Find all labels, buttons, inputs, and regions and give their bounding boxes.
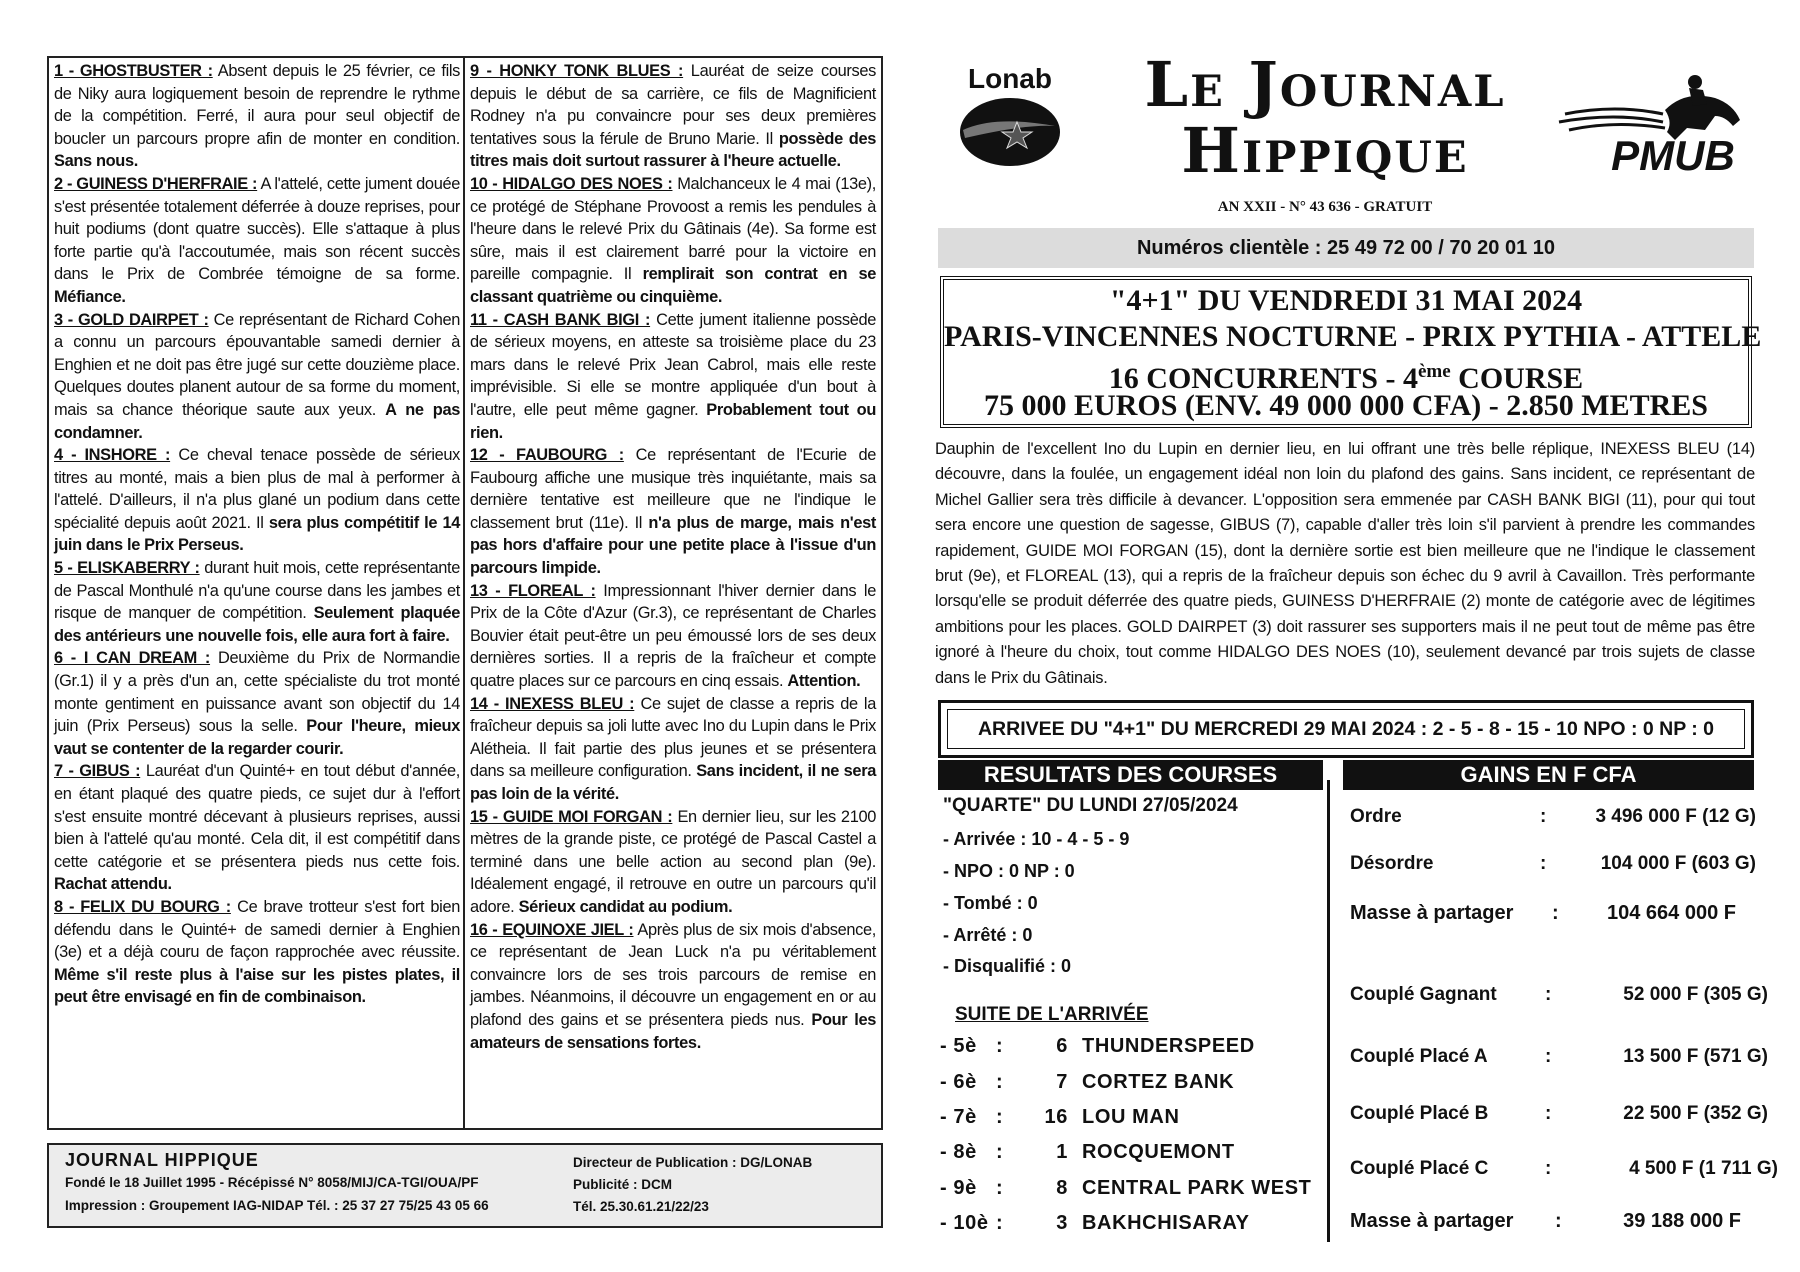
pmub-logo — [1555, 70, 1755, 180]
suite-sep: : — [996, 1177, 1004, 1199]
horse-verdict: Sans incident, il ne sera pas loin de la vérité. — [470, 762, 876, 803]
suite-sep: : — [996, 1071, 1004, 1093]
comments-column-1 — [54, 60, 460, 1009]
lonab-label: Lonab — [968, 63, 1052, 94]
column-divider — [463, 58, 465, 1128]
horse-name: 13 - FLOREAL : — [470, 581, 596, 600]
horse-comment — [54, 647, 460, 760]
gain-label: Masse à partager — [1350, 902, 1514, 924]
journal-title-line2: Hippique — [1181, 114, 1469, 187]
suite-rank: - 7è — [940, 1106, 977, 1128]
gain-sep: : — [1545, 1103, 1552, 1124]
suite-rank: - 9è — [940, 1177, 977, 1199]
horse-comment — [54, 760, 460, 896]
horse-name: 8 - FELIX DU BOURG : — [54, 897, 231, 916]
suite-sep: : — [996, 1106, 1004, 1128]
lonab-logo — [955, 60, 1065, 170]
result-disqualifie: - Disqualifié : 0 — [943, 956, 1072, 976]
gain-label: Couplé Placé A — [1350, 1046, 1488, 1067]
horse-text: A l'attelé, cette jument douée s'est présentée totalement déferrée à douze reprises, pour huit podiums (dont quatre succès). Elle s'attaque à plus forte partie qu'à l'accoutumée, mais son récent succès dans le Prix de Combrée témoigne de sa forme. — [54, 174, 460, 284]
suite-rank: - 6è — [940, 1071, 977, 1093]
gain-label: Couplé Placé B — [1350, 1103, 1489, 1124]
horse-name: 9 - HONKY TONK BLUES : — [470, 62, 684, 80]
horse-name: 3 - GOLD DAIRPET : — [54, 310, 209, 329]
gain-sep: : — [1552, 902, 1559, 924]
pmub-label: PMUB — [1611, 132, 1735, 179]
suite-num: 16 — [1044, 1106, 1068, 1128]
horse-text: Impressionnant l'hiver dernier dans le Prix de la Côte d'Azur (Gr.3), ce représentant de Charles Bouvier était peut-être un peu émoussé lors de ses deux dernières sorties. Il a repris de la fraîcheur et compte quatre places sur ce parcours en cinq essais. — [470, 581, 876, 691]
horse-comment — [470, 806, 876, 919]
gain-label: Couplé Gagnant — [1350, 984, 1497, 1005]
race-date-line: "4+1" DU VENDREDI 31 MAI 2024 — [1109, 284, 1583, 317]
footer-title: JOURNAL HIPPIQUE — [65, 1150, 259, 1170]
horse-text: Malchanceux le 4 mai (13e), ce protégé de Stéphane Provoost a remis les pendules à l'heure dans le relevé Prix du Gâtinais (4e). Sa forme est sûre, mais il est clairement barré pour la victoire en pareille compagnie. Il — [470, 174, 876, 284]
result-tombe: - Tombé : 0 — [943, 893, 1038, 913]
horse-verdict: Sérieux candidat au podium. — [518, 897, 733, 916]
race-prize-line: 75 000 EUROS (ENV. 49 000 000 CFA) - 2.850 METRES — [984, 389, 1708, 422]
horse-comment — [54, 309, 460, 445]
horse-verdict: n'a plus de marge, mais n'est pas hors d'affaire pour une petite place à l'issue d'un parcours limpide. — [470, 513, 876, 578]
horse-name: 2 - GUINESS D'HERFRAIE : — [54, 174, 258, 193]
suite-horse: THUNDERSPEED — [1082, 1035, 1255, 1057]
horse-comment — [470, 693, 876, 806]
horse-verdict: possède des titres mais doit surtout rassurer à l'heure actuelle. — [470, 129, 876, 171]
gain-sep: : — [1555, 1210, 1562, 1232]
gain-row-masse-1 — [1350, 902, 1736, 925]
horse-text: Absent depuis le 25 février, ce fils de Niky aura logiquement besoin de reprendre le rythme de la compétition. Ferré, il aura pour seul objectif de boucler un parcours propre afin de monter en condition. — [54, 62, 460, 148]
horse-verdict: sera plus compétitif le 14 juin dans le Prix Perseus. — [54, 513, 460, 555]
gain-value: 104 000 F (603 G) — [1600, 853, 1756, 874]
suite-sep: : — [996, 1035, 1004, 1057]
gain-value: 52 000 F (305 G) — [1623, 984, 1768, 1005]
horse-verdict: Attention. — [787, 672, 861, 691]
suite-title: SUITE DE L'ARRIVÉE — [955, 1004, 1149, 1025]
suite-row — [940, 1071, 1234, 1094]
horse-name: 11 - CASH BANK BIGI : — [470, 310, 651, 329]
horse-verdict: A ne pas condamner. — [54, 400, 460, 442]
gain-sep: : — [1545, 1158, 1552, 1179]
gain-sep: : — [1545, 1046, 1552, 1067]
result-npo: - NPO : 0 NP : 0 — [943, 861, 1075, 881]
horse-comment — [470, 60, 876, 173]
gain-row-couple-place-a — [1350, 1046, 1768, 1068]
gain-row-couple-gagnant — [1350, 984, 1768, 1006]
suite-row — [940, 1141, 1235, 1164]
suite-row — [940, 1035, 1255, 1058]
horse-text: En dernier lieu, sur les 2100 mètres de la grande piste, ce protégé de Pascal Castel a terminé dans une belle action au second plan (9e). Idéalement engagé, il retrouve en outre un parcours qu'il adore. — [470, 807, 876, 916]
gain-value: 13 500 F (571 G) — [1623, 1046, 1768, 1067]
horse-verdict: Sans nous. — [54, 152, 138, 171]
pronostic-text: Dauphin de l'excellent Ino du Lupin en dernier lieu, en lui offrant une très belle réplique, INEXESS BLEU (14) découvre, dans la foulée, un engagement idéal non loin du plafond des gains. Sans incident, ce représentant de Michel Gallier sera très difficile à devancer. L'opposition sera emmenée par CASH BANK BIGI (11), pour qui tout sera encore une question de sagesse, GIBUS (7), capable d'aller très loin s'il parvient à prendre les commandes rapidement, GUIDE MOI FORGAN (15), dont la dernière sortie est bien meilleure que ne l'indique le classement brut (9e), et FLOREAL (13), qui a repris de la fraîcheur depuis son échec du 9 avril à Cavaillon. Très performante lorsqu'elle se produit déferrée des quatre pieds, GUINESS D'HERFRAIE (2) monte de catégorie avec de légitimes ambitions pour les places. GOLD DAIRPET (3) doit rassurer ses supporters mais il ne peut tout de même pas être ignoré à l'heure du choix, tout comme HIDALGO DES NOES (10), seulement devancé par trois sujets de classe dans le Prix du Gâtinais. — [935, 440, 1755, 687]
horse-verdict: Pour les amateurs de sensations fortes. — [470, 1010, 876, 1052]
gain-sep: : — [1545, 984, 1552, 1005]
gain-row-couple-place-c — [1350, 1158, 1778, 1180]
suite-horse: ROCQUEMONT — [1082, 1141, 1235, 1163]
gain-value: 104 664 000 F — [1607, 902, 1736, 924]
suite-num: 6 — [1056, 1035, 1068, 1057]
horse-comment — [470, 173, 876, 309]
suite-horse: CENTRAL PARK WEST — [1082, 1177, 1312, 1199]
race-ordinal: ème — [1417, 361, 1451, 382]
suite-row — [940, 1106, 1180, 1129]
arrivee-box — [938, 700, 1754, 758]
horse-name: 15 - GUIDE MOI FORGAN : — [470, 807, 673, 826]
results-header: RESULTATS DES COURSES — [938, 760, 1323, 790]
suite-row — [940, 1212, 1250, 1235]
race-title-box — [940, 276, 1762, 428]
suite-num: 7 — [1056, 1071, 1068, 1093]
arrivee-text: ARRIVEE DU "4+1" DU MERCREDI 29 MAI 2024 : 2 - 5 - 8 - 15 - 10 NPO : 0 NP : 0 — [947, 709, 1745, 749]
horse-text: Ce représentant de Richard Cohen a connu un parcours épouvantable samedi dernier à Enghien et ne doit pas être jugé sur cette douzième place. Quelques doutes planent autour de sa forme du moment, mais sa chance théorique saute aux yeux. — [54, 310, 460, 419]
gain-row-ordre — [1350, 806, 1756, 828]
horse-text: Ce brave trotteur s'est fort bien défendu dans le Quinté+ de samedi dernier à Enghien (3e) et a déjà couru de façon rapprochée avec réussite. — [54, 897, 460, 962]
horse-name: 6 - I CAN DREAM : — [54, 649, 211, 668]
horse-text: Lauréat d'un Quinté+ en tout début d'année, en étant plaqué des quatre pieds, ce sujet dur à l'effort s'est ensuite montré décevant à plusieurs reprises, aussi bien à l'attelé qu'au monté. Cela dit, il est compétitif dans cette catégorie et se présentera pieds nus cette fois. — [54, 762, 460, 871]
horse-comment — [470, 309, 876, 445]
horse-comment — [54, 60, 460, 173]
horse-name: 7 - GIBUS : — [54, 762, 141, 781]
horse-name: 14 - INEXESS BLEU : — [470, 694, 635, 713]
horse-jockey-icon — [1559, 75, 1740, 140]
suite-rank: - 8è — [940, 1141, 977, 1163]
race-course-text: COURSE — [1450, 362, 1584, 395]
footer-printing: Impression : Groupement IAG-NIDAP Tél. : 25 37 27 75/25 43 05 66 — [65, 1198, 489, 1213]
gain-value: 39 188 000 F — [1623, 1210, 1741, 1232]
journal-title — [1090, 48, 1560, 187]
horse-comment — [470, 580, 876, 693]
horse-verdict: remplirait son contrat en se classant quatrième ou cinquième. — [470, 265, 876, 306]
horse-name: 16 - EQUINOXE JIEL : — [470, 920, 634, 939]
suite-rank: - 10è — [940, 1212, 989, 1234]
journal-title-line1: Le Journal — [1144, 48, 1506, 121]
horse-text: Lauréat de seize courses depuis le début de sa carrière, ce fils de Magnificient Rodney n'a pu convaincre pour ses deux premières tentatives sous la férule de Bruno Marie. Il — [470, 62, 876, 148]
horse-text: Ce cheval tenace possède de sérieux titres au monté, mais a bien plus de mal à performer à l'attelé. D'ailleurs, il n'a plus glané un podium dans cette spécialité depuis août 2021. Il — [54, 446, 460, 532]
gain-label: Ordre — [1350, 806, 1402, 827]
gains-header: GAINS EN F CFA — [1343, 760, 1754, 790]
horse-verdict: Pour l'heure, mieux vaut se contenter de la regarder courir. — [54, 717, 460, 758]
horse-verdict: Rachat attendu. — [54, 875, 172, 894]
gain-sep: : — [1540, 806, 1547, 827]
gain-label: Désordre — [1350, 853, 1434, 874]
gain-label: Masse à partager — [1350, 1210, 1514, 1232]
suite-rank: - 5è — [940, 1035, 977, 1057]
horse-verdict: Probablement tout ou rien. — [470, 400, 876, 442]
horse-comment — [470, 444, 876, 580]
horse-name: 5 - ELISKABERRY : — [54, 559, 200, 578]
comments-column-2 — [470, 60, 876, 1054]
horse-text: Deuxième du Prix de Normandie (Gr.1) il y a près d'un an, cette spécialiste du trot monté monte gentiment en puissance avant son objectif du 14 juin (Prix Perseus) sous la selle. — [54, 649, 460, 736]
horse-text: Ce sujet de classe a repris de la fraîcheur depuis sa joli lutte avec Ino du Lupin dans le Prix Alétheia. Il fait partie des plus jeunes et se présentera dans sa meilleure configuration. — [470, 694, 876, 781]
issue-number: AN XXII - N° 43 636 - GRATUIT — [1217, 199, 1433, 215]
race-venue-line: PARIS-VINCENNES NOCTURNE - PRIX PYTHIA - ATTELE — [944, 320, 1762, 353]
horse-verdict: Méfiance. — [54, 287, 126, 306]
gain-value: 4 500 F (1 711 G) — [1629, 1158, 1778, 1179]
suite-row — [940, 1177, 1311, 1200]
footer-advertising: Publicité : DCM — [573, 1177, 673, 1192]
footer-director: Directeur de Publication : DG/LONAB — [573, 1155, 813, 1170]
results-divider — [1327, 780, 1330, 1242]
race-count-text: 16 CONCURRENTS - 4 — [1108, 362, 1418, 395]
horse-comment — [54, 173, 460, 309]
footer-phone: Tél. 25.30.61.21/22/23 — [573, 1199, 709, 1214]
horse-comment — [470, 919, 876, 1055]
horse-name: 1 - GHOSTBUSTER : — [54, 62, 213, 80]
suite-sep: : — [996, 1212, 1004, 1234]
horse-name: 4 - INSHORE : — [54, 446, 171, 465]
horse-verdict: Même s'il reste plus à l'aise sur les pistes plates, il peut être envisagé en fin de combinaison. — [54, 965, 460, 1007]
suite-num: 1 — [1056, 1141, 1068, 1163]
gain-row-masse-2 — [1350, 1210, 1741, 1233]
horse-text: Après plus de six mois d'absence, ce représentant de Jean Luck n'a pu véritablement convaincre lors de ses trois parcours de remise en jambes. Néanmoins, il découvre un engagement en or au plafond des gains et se présentera pieds nus. — [470, 920, 876, 1029]
horse-comment — [54, 557, 460, 647]
gain-row-desordre — [1350, 853, 1756, 875]
suite-num: 8 — [1056, 1177, 1068, 1199]
horse-text: Ce représentant de l'Ecurie de Faubourg affiche une musique très inquiétante, mais sa dernière tentative est meilleure que ne l'indique le classement brut (11e). Il — [470, 446, 876, 532]
horse-verdict: Seulement plaquée des antérieurs une nouvelle fois, elle aura fort à faire. — [54, 604, 460, 645]
suite-horse: BAKHCHISARAY — [1082, 1212, 1250, 1234]
horse-text: durant huit mois, cette représentante de Pascal Monthulé n'a qu'une course dans les jambes et risque de manquer de compétition. — [54, 559, 460, 623]
horse-comment — [54, 896, 460, 1009]
results-subtitle: "QUARTE" DU LUNDI 27/05/2024 — [943, 795, 1238, 816]
result-arrete: - Arrêté : 0 — [943, 925, 1033, 945]
gain-sep: : — [1540, 853, 1547, 874]
horse-name: 10 - HIDALGO DES NOES : — [470, 174, 673, 193]
suite-num: 3 — [1056, 1212, 1068, 1234]
suite-horse: LOU MAN — [1082, 1106, 1180, 1128]
gain-row-couple-place-b — [1350, 1103, 1768, 1125]
gain-value: 3 496 000 F (12 G) — [1595, 806, 1756, 827]
footer-founded: Fondé le 18 Juillet 1995 - Récépissé N° 8058/MIJ/CA-TGI/OUA/PF — [65, 1175, 479, 1190]
suite-horse: CORTEZ BANK — [1082, 1071, 1235, 1093]
horse-text: Cette jument italienne possède de sérieux moyens, en atteste sa troisième place du 23 mars dans le relevé Prix Jean Cabrol, mais elle reste imprévisible. Si elle se montre appliquée d'un bout à l'autre, elle peut même gagner. — [470, 310, 877, 419]
suite-sep: : — [996, 1141, 1004, 1163]
horse-name: 12 - FAUBOURG : — [470, 446, 624, 465]
horse-comment — [54, 444, 460, 557]
client-phone-bar: Numéros clientèle : 25 49 72 00 / 70 20 01 10 — [938, 228, 1754, 268]
gain-value: 22 500 F (352 G) — [1623, 1103, 1768, 1124]
gain-label: Couplé Placé C — [1350, 1158, 1489, 1179]
result-arrivee: - Arrivée : 10 - 4 - 5 - 9 — [943, 829, 1130, 849]
